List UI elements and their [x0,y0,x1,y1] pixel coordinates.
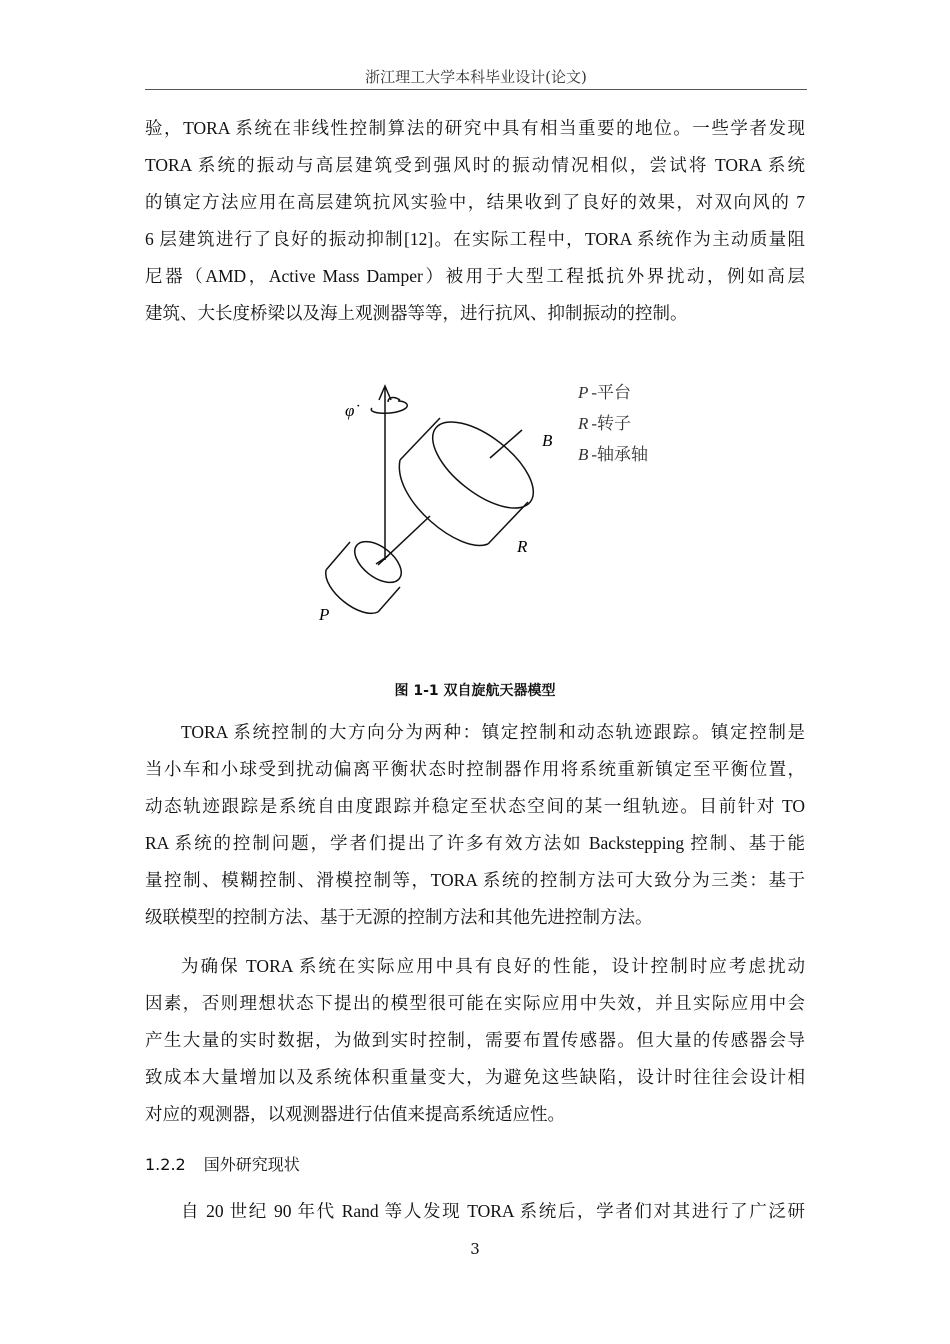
legend-item-platform: P -平台 [578,383,632,402]
page-number: 3 [470,1240,480,1258]
text-line: 为确保 TORA 系统在实际应用中具有良好的性能，设计控制时应考虑扰动 [181,956,805,976]
text-line: 动态轨迹跟踪是系统自由度跟踪并稳定至状态空间的某一组轨迹。目前针对 TO [145,796,805,816]
text-line: 自 20 世纪 90 年代 Rand 等人发现 TORA 系统后，学者们对其进行了广泛研 [181,1201,805,1221]
figure-dual-spin-spacecraft [300,370,680,640]
text-line: 致成本大量增加以及系统体积重量变大，为避免这些缺陷，设计时往往会设计相 [145,1067,805,1087]
text-line: 级联模型的控制方法、基于无源的控制方法和其他先进控制方法。 [145,907,653,927]
text-line: 建筑、大长度桥梁以及海上观测器等等，进行抗风、抑制振动的控制。 [145,303,688,323]
text-line: 量控制、模糊控制、滑模控制等，TORA 系统的控制方法可大致分为三类：基于 [145,870,805,890]
text-line: 因素，否则理想状态下提出的模型很可能在实际应用中失效，并且实际应用中会 [145,993,805,1013]
diagram [300,370,680,640]
label-B: B [542,431,553,450]
page-header: 浙江理工大学本科毕业设计(论文) [365,68,587,86]
platform [326,534,409,614]
rotation-arrow [371,398,407,414]
text-line: 6 层建筑进行了良好的振动抑制[12]。在实际工程中，TORA 系统作为主动质量阻 [145,229,805,249]
section-title: 国外研究现状 [203,1155,300,1174]
text-line: 的镇定方法应用在高层建筑抗风实验中，结果收到了良好的效果，对双向风的 7 [145,192,805,212]
header-divider [145,89,807,90]
text-line: TORA 系统的振动与高层建筑受到强风时的振动情况相似，尝试将 TORA 系统 [145,155,805,175]
figure-caption: 图 1-1 双自旋航天器模型 [394,683,556,699]
section-heading [145,1152,318,1175]
legend-item-bearing-shaft: B -轴承轴 [578,445,649,464]
text-line: 验，TORA 系统在非线性控制算法的研究中具有相当重要的地位。一些学者发现 [145,118,805,138]
section-number: 1.2.2 [145,1155,186,1174]
text-line: 对应的观测器，以观测器进行估值来提高系统适应性。 [145,1104,565,1124]
text-line: RA 系统的控制问题，学者们提出了许多有效方法如 Backstepping 控制、基于能 [145,833,805,853]
label-phi-dot: φ̇ [345,401,355,420]
text-line: 尼器（AMD，Active Mass Damper）被用于大型工程抵抗外界扰动，例如高层 [145,266,805,286]
text-line: TORA 系统控制的大方向分为两种：镇定控制和动态轨迹跟踪。镇定控制是 [181,722,805,742]
label-P: P [319,605,330,624]
legend [577,383,648,464]
text-line: 当小车和小球受到扰动偏离平衡状态时控制器作用将系统重新镇定至平衡位置， [145,759,805,779]
label-R: R [517,537,528,556]
legend-item-rotor: R -转子 [578,414,632,433]
text-line: 产生大量的实时数据，为做到实时控制，需要布置传感器。但大量的传感器会导 [145,1030,805,1050]
